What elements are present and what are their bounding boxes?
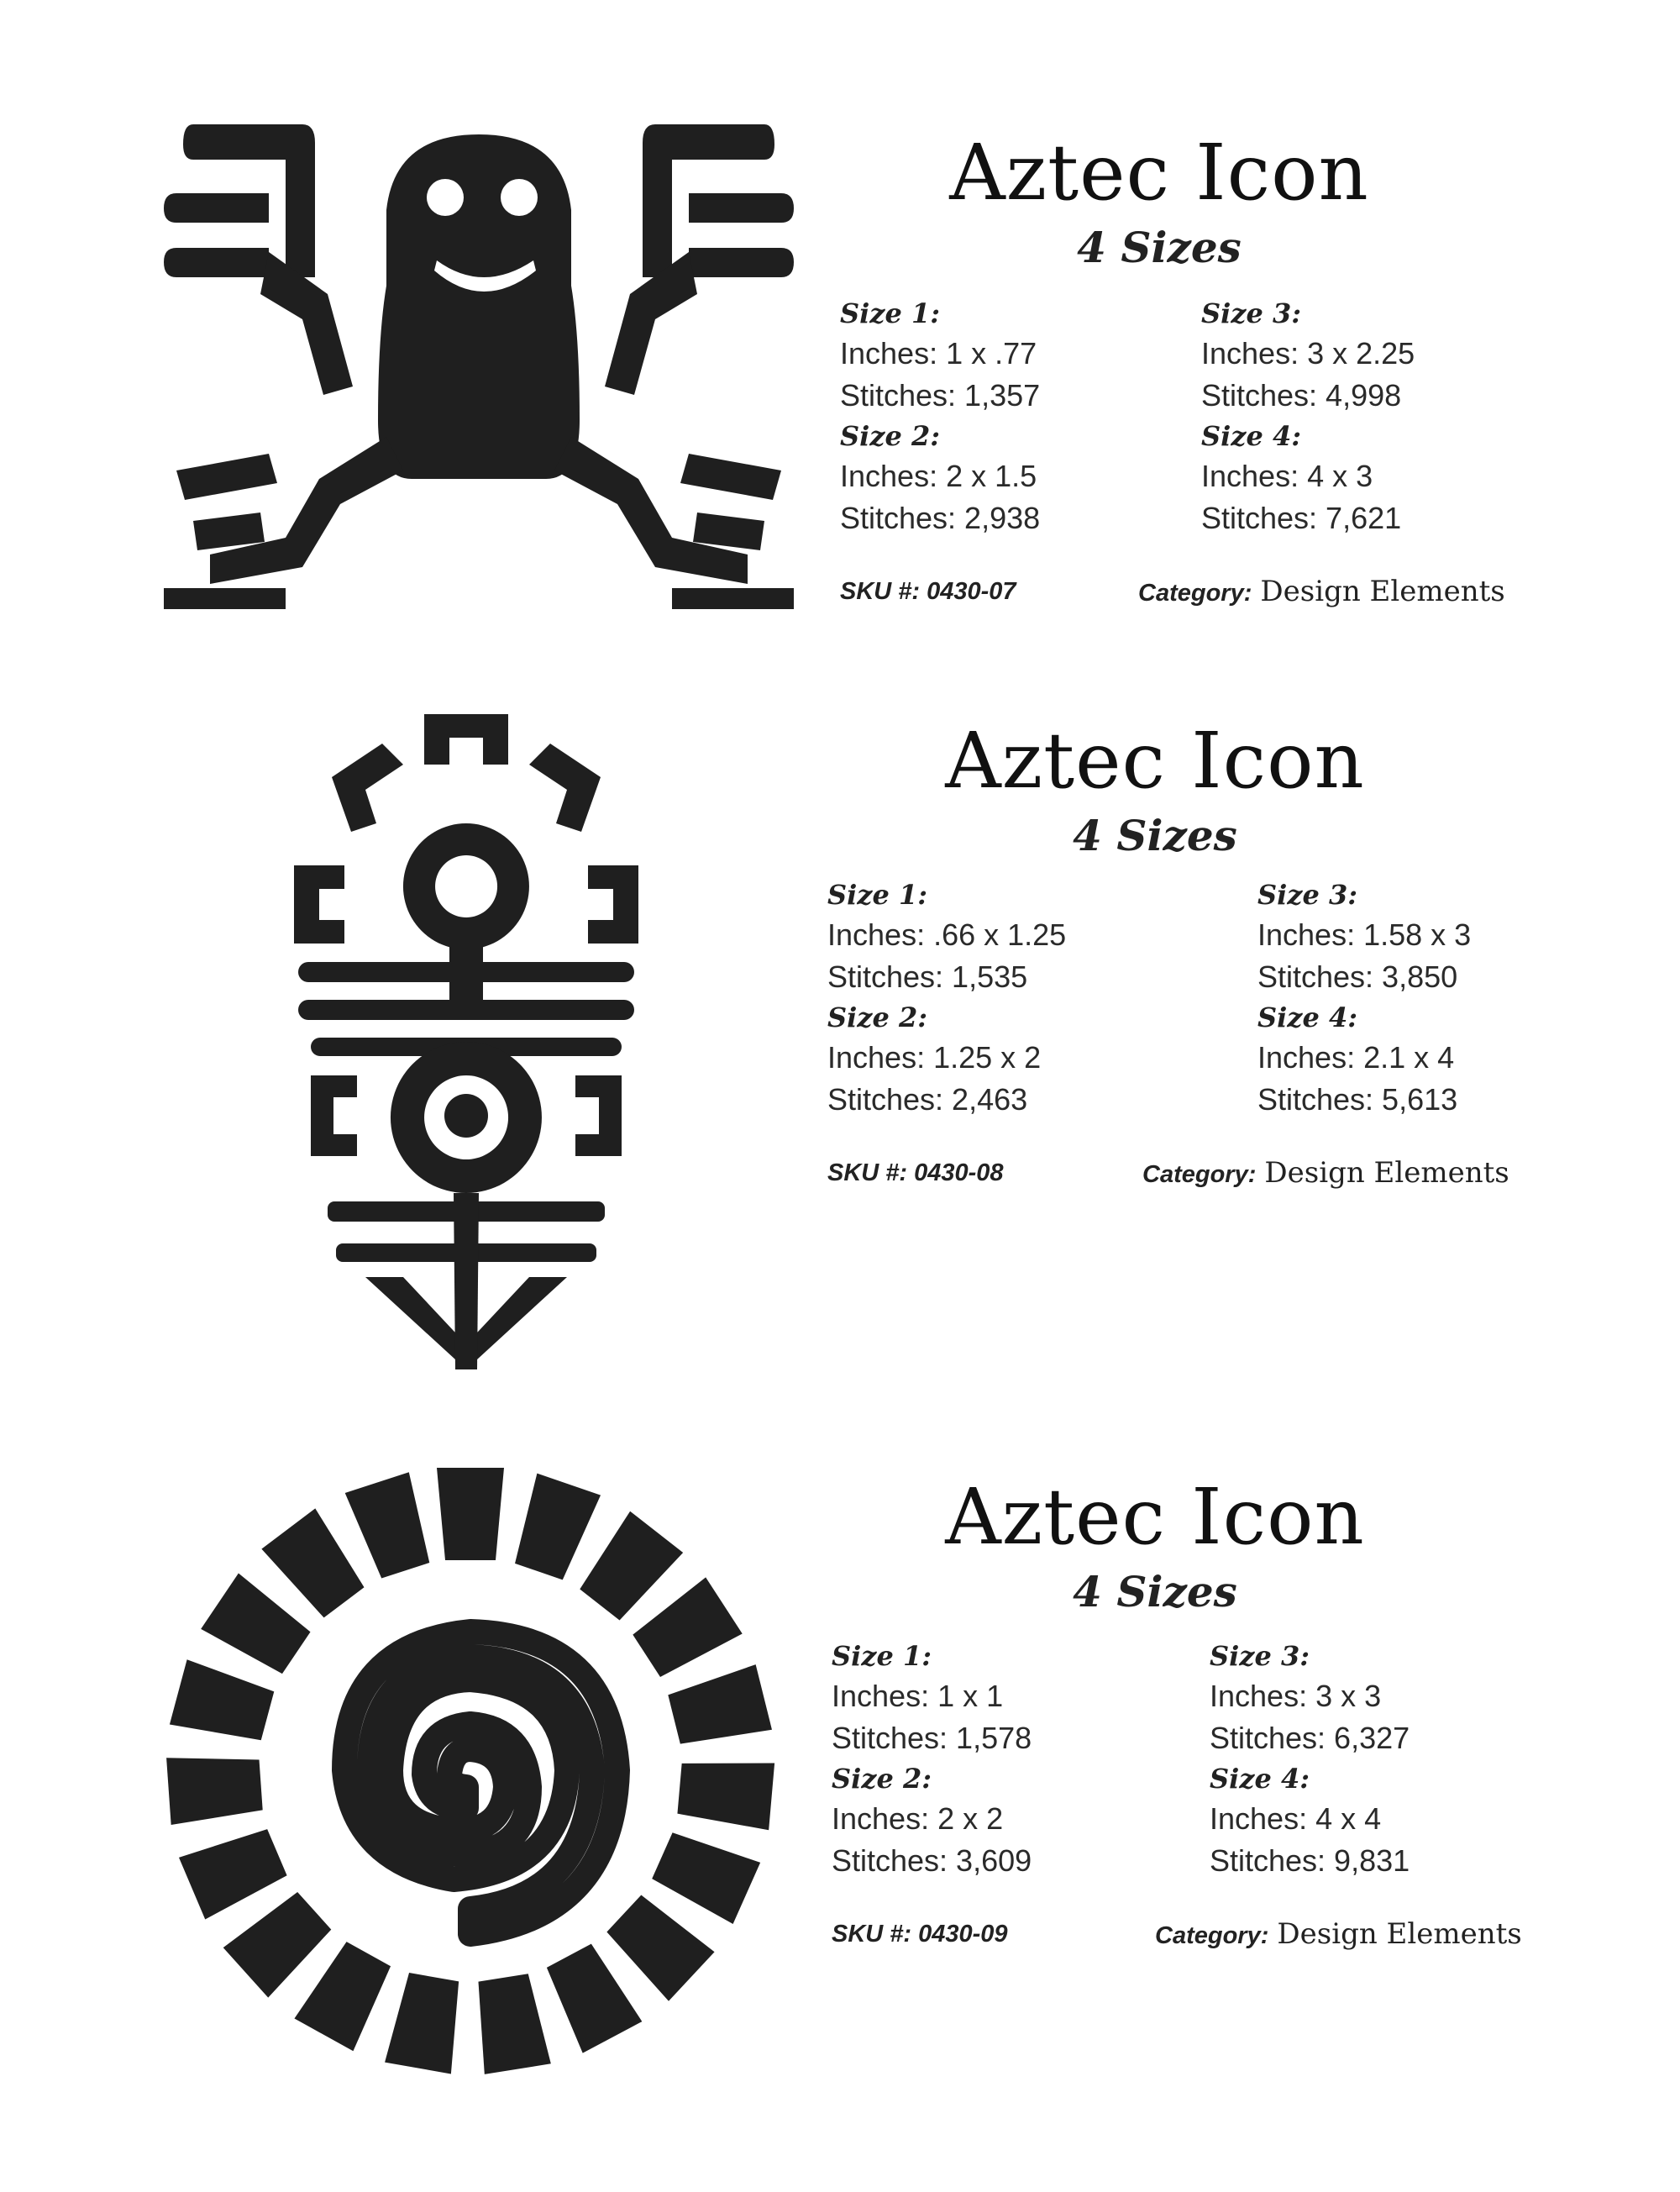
size-inches: Inches: 2 x 2: [832, 1801, 1004, 1836]
size-stitches: Stitches: 3,609: [832, 1843, 1032, 1878]
size-inches: Inches: 3 x 2.25: [1201, 336, 1415, 371]
size-stitches: Stitches: 3,850: [1257, 959, 1458, 994]
size-inches: Inches: 2 x 1.5: [840, 459, 1037, 493]
size-heading: Size 1:: [840, 297, 941, 329]
size-inches: Inches: 1 x .77: [840, 336, 1037, 371]
category-value: Design Elements: [1277, 1917, 1522, 1951]
size-stitches: Stitches: 1,578: [832, 1721, 1032, 1755]
design-info: [827, 1472, 1567, 1959]
design-footer: [827, 1909, 1567, 1959]
sizes-column-left: [840, 294, 1193, 539]
sku-number: SKU #: 0430-09: [832, 1921, 1008, 1948]
category-label: Category:: [1138, 580, 1252, 607]
category: [1142, 1148, 1509, 1204]
design-info: [840, 128, 1579, 617]
design-info: [827, 716, 1567, 1198]
size-heading: Size 1:: [827, 879, 928, 911]
size-heading: Size 3:: [1201, 297, 1302, 329]
design-footer: [827, 1148, 1567, 1198]
size-inches: Inches: .66 x 1.25: [827, 917, 1067, 952]
sizes-column-left: [832, 1637, 1184, 1882]
size-stitches: Stitches: 7,621: [1201, 501, 1402, 535]
category: [1138, 566, 1505, 623]
design-subtitle: 4 Sizes: [1073, 1567, 1237, 1616]
size-stitches: Stitches: 4,998: [1201, 378, 1402, 413]
sizes-grid: [827, 1637, 1567, 1889]
sku-number: SKU #: 0430-07: [840, 578, 1016, 605]
size-inches: Inches: 4 x 4: [1210, 1801, 1382, 1836]
size-stitches: Stitches: 2,463: [827, 1082, 1028, 1117]
size-heading: Size 4:: [1257, 1001, 1358, 1033]
size-stitches: Stitches: 6,327: [1210, 1721, 1410, 1755]
size-heading: Size 3:: [1257, 879, 1358, 911]
size-stitches: Stitches: 9,831: [1210, 1843, 1410, 1878]
sizes-column-right: [1257, 875, 1610, 1121]
design-title: Aztec Icon: [949, 128, 1369, 218]
aztec-sun-spiral-icon: [160, 1458, 781, 2084]
category-value: Design Elements: [1260, 575, 1505, 608]
size-stitches: Stitches: 5,613: [1257, 1082, 1458, 1117]
size-heading: Size 4:: [1210, 1763, 1310, 1795]
size-heading: Size 2:: [840, 420, 941, 452]
size-heading: Size 3:: [1210, 1640, 1310, 1672]
size-heading: Size 2:: [832, 1763, 932, 1795]
size-stitches: Stitches: 1,357: [840, 378, 1041, 413]
size-inches: Inches: 2.1 x 4: [1257, 1040, 1455, 1075]
size-inches: Inches: 1.58 x 3: [1257, 917, 1472, 952]
size-inches: Inches: 3 x 3: [1210, 1679, 1382, 1713]
sku-number: SKU #: 0430-08: [827, 1159, 1004, 1186]
size-stitches: Stitches: 2,938: [840, 501, 1041, 535]
category-label: Category:: [1155, 1922, 1269, 1949]
design-title: Aztec Icon: [945, 1472, 1365, 1562]
sizes-column-left: [827, 875, 1180, 1121]
aztec-totem-icon: [286, 706, 647, 1378]
size-inches: Inches: 4 x 3: [1201, 459, 1373, 493]
sizes-column-right: [1201, 294, 1554, 539]
category: [1155, 1909, 1522, 1965]
design-footer: [840, 566, 1579, 617]
size-heading: Size 1:: [832, 1640, 932, 1672]
design-subtitle: 4 Sizes: [1073, 811, 1237, 860]
size-heading: Size 4:: [1201, 420, 1302, 452]
sizes-column-right: [1210, 1637, 1562, 1882]
design-title: Aztec Icon: [945, 716, 1365, 806]
category-label: Category:: [1142, 1161, 1257, 1188]
size-stitches: Stitches: 1,535: [827, 959, 1028, 994]
aztec-frog-icon: [160, 118, 798, 613]
design-subtitle: 4 Sizes: [1077, 223, 1242, 272]
size-inches: Inches: 1.25 x 2: [827, 1040, 1042, 1075]
size-inches: Inches: 1 x 1: [832, 1679, 1004, 1713]
sizes-grid: [827, 875, 1567, 1128]
size-heading: Size 2:: [827, 1001, 928, 1033]
category-value: Design Elements: [1264, 1156, 1509, 1190]
sizes-grid: [840, 294, 1579, 546]
